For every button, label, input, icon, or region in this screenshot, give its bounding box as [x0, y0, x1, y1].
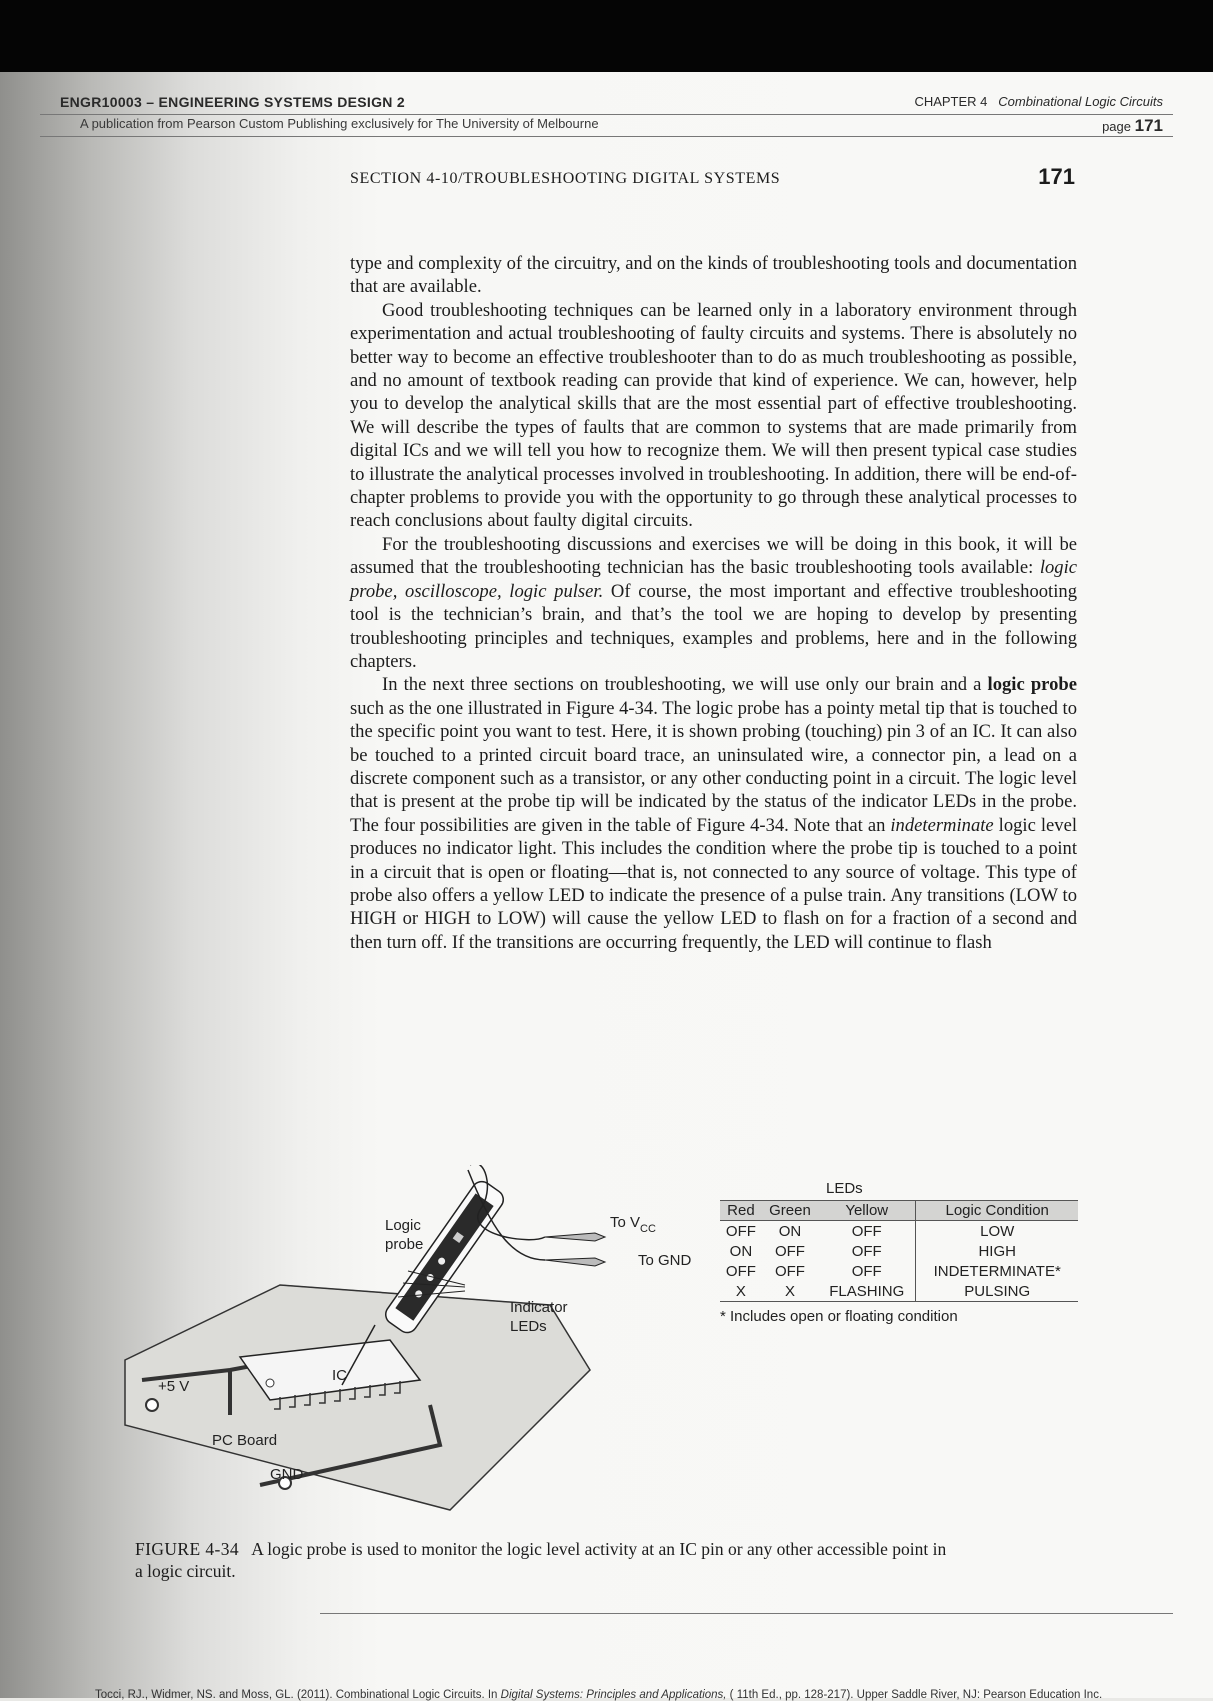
- running-head-section: SECTION 4-10/TROUBLESHOOTING DIGITAL SYSTEMS: [350, 170, 781, 187]
- running-head-page-number: 171: [1038, 164, 1075, 189]
- leds-group-header: LEDs: [826, 1180, 863, 1197]
- p4-text-b: such as the one illustrated in Figure 4-34. The logic probe has a pointy metal tip that is touched to the specific point you want to test. Here, it is shown probing (touching) pin 3 of an IC. It can also be touched to a printed circuit board trace, an uninsulated wire, a connector pin, a lead on a discrete component such as a transistor, or any other conducting point in a circuit. The logic level that is present at the probe tip will be indicated by the status of the indicator LEDs in the probe. The four possibilities are given in the table of Figure 4-34. Note that an: [350, 697, 1077, 836]
- vcc-terminal: [146, 1399, 158, 1411]
- p3-text-a: For the troubleshooting discussions and exercises we will be doing in this book, it will be assumed that the troubleshooting technician has the basic troubleshooting tools available:: [350, 533, 1077, 579]
- table-cell: OFF: [725, 1262, 756, 1280]
- page-label: page: [1102, 119, 1131, 134]
- table-cell: FLASHING: [818, 1281, 916, 1302]
- caption-text: A logic probe is used to monitor the logic level activity at an IC pin or any other accessible point in a logic circuit.: [135, 1539, 947, 1581]
- publisher-line: [80, 116, 1173, 134]
- label-to-vcc-text: To V: [610, 1214, 641, 1231]
- p3-text-b: Of course, the most important and effective troubleshooting tool is the technician’s brain, and that’s the tool we are hoping to develop by presenting troubleshooting principles and techniques, examples and problems, here and in the following chapters.: [350, 580, 1077, 672]
- paragraph-4: [350, 673, 1077, 954]
- table-row: [720, 1221, 1078, 1242]
- table-cell: PULSING: [916, 1281, 1078, 1302]
- table-cell: OFF: [725, 1222, 756, 1240]
- header-red: Red: [720, 1201, 762, 1221]
- paragraph-1: type and complexity of the circuitry, and on the kinds of troubleshooting tools and documentation that are available.: [350, 253, 1077, 298]
- label-plus5v: +5 V: [158, 1378, 190, 1395]
- label-indicator: Indicator: [510, 1299, 568, 1316]
- paragraph-2: Good troubleshooting techniques can be learned only in a laboratory environment through experimentation and actual troubleshooting of faulty circuits and systems. There is absolutely no better way to become an effective troubleshooter than to do as much troubleshooting as possible, and no amount of textbook reading can provide that kind of experience. We can, however, help you to develop the analytical skills that are the most essential part of effective troubleshooting. We will describe the types of faults that are common to systems that are made primarily from digital ICs and we will tell you how to recognize them. We will then present typical case studies to illustrate the analytical processes involved in troubleshooting. In addition, there will be end-of-chapter problems to provide you with the opportunity to go through these analytical processes to reach conclusions about faulty digital circuits.: [350, 299, 1077, 532]
- citation-footer: [95, 1689, 1170, 1701]
- chapter-title: Combinational Logic Circuits: [998, 94, 1163, 109]
- citation-book-title: Digital Systems: Principles and Applications,: [500, 1689, 727, 1701]
- header-logic-condition: Logic Condition: [916, 1201, 1078, 1221]
- table-cell: OFF: [851, 1262, 882, 1280]
- label-vcc-subscript: CC: [640, 1223, 656, 1235]
- vcc-clip: [545, 1233, 605, 1241]
- table-row: [720, 1281, 1078, 1302]
- logic-condition-table: [720, 1200, 1078, 1302]
- course-title: ENGR10003 – ENGINEERING SYSTEMS DESIGN 2: [60, 94, 405, 110]
- table-cell: ON: [729, 1242, 753, 1260]
- ic-pin1-marker: [266, 1379, 274, 1387]
- table-footnote: * Includes open or floating condition: [720, 1308, 958, 1325]
- table-cell: OFF: [774, 1262, 805, 1280]
- custom-page-number: [1102, 116, 1163, 136]
- logic-probe-illustration: [120, 1165, 710, 1525]
- table-row: [720, 1261, 1078, 1281]
- header-yellow: Yellow: [818, 1201, 916, 1221]
- label-to-gnd: To GND: [638, 1252, 692, 1269]
- table-cell: OFF: [851, 1222, 882, 1240]
- label-probe: probe: [385, 1236, 424, 1253]
- paragraph-3: [350, 533, 1077, 673]
- figure-caption: [135, 1538, 955, 1582]
- table-cell: OFF: [774, 1242, 805, 1260]
- custom-publishing-header: [60, 94, 1173, 116]
- label-ic: IC: [332, 1367, 347, 1384]
- label-to-vcc: [610, 1214, 656, 1235]
- table-row: [720, 1241, 1078, 1261]
- label-pc-board: PC Board: [212, 1432, 278, 1449]
- chapter-label: CHAPTER 4: [914, 94, 988, 109]
- table-cell: X: [720, 1281, 762, 1302]
- gnd-clip: [545, 1258, 605, 1266]
- citation-text-a: Tocci, RJ., Widmer, NS. and Moss, GL. (2011). Combinational Logic Circuits. In: [95, 1689, 501, 1701]
- label-gnd: GND: [270, 1466, 304, 1483]
- p4-term: logic probe: [987, 674, 1077, 696]
- header-green: Green: [762, 1201, 818, 1221]
- table-cell: HIGH: [916, 1241, 1078, 1261]
- label-logic: Logic: [385, 1217, 421, 1234]
- table-cell: ON: [778, 1222, 802, 1240]
- chapter-heading: [914, 94, 1163, 109]
- table-cell: OFF: [851, 1242, 882, 1260]
- caption-label: FIGURE 4-34: [135, 1539, 240, 1559]
- p4-text-a: In the next three sections on troubleshooting, we will use only our brain and a: [382, 674, 988, 696]
- table-header-row: [720, 1201, 1078, 1221]
- publisher-note: A publication from Pearson Custom Publishing exclusively for The University of Melbourne: [80, 116, 599, 131]
- footer-rule: [320, 1613, 1173, 1614]
- header-rule: [40, 114, 1173, 115]
- led-truth-table: [720, 1180, 1078, 1325]
- table-cell: X: [762, 1281, 818, 1302]
- citation-text-b: ( 11th Ed., pp. 128-217). Upper Saddle River, NJ: Pearson Education Inc.: [726, 1689, 1103, 1701]
- table-cell: INDETERMINATE*: [916, 1261, 1078, 1281]
- label-leds: LEDs: [510, 1318, 547, 1335]
- header-rule-lower: [40, 136, 1173, 137]
- p3-tools: logic probe, oscilloscope, logic pulser.: [350, 557, 1077, 602]
- body-text: [350, 252, 1077, 954]
- page-number: 171: [1134, 116, 1163, 135]
- p4-indeterminate: indeterminate: [890, 814, 994, 836]
- p4-text-c: logic level produces no indicator light. This includes the condition where the probe tip is touched to a point in a circuit that is open or floating—that is, not connected to any source of voltage. This type of probe also offers a yellow LED to indicate the presence of a pulse train. Any transitions (LOW to HIGH or HIGH to LOW) will cause the yellow LED to flash on for a fraction of a second and then turn off. If the transitions are occurring frequently, the LED will continue to flash: [350, 814, 1077, 953]
- table-cell: LOW: [916, 1221, 1078, 1242]
